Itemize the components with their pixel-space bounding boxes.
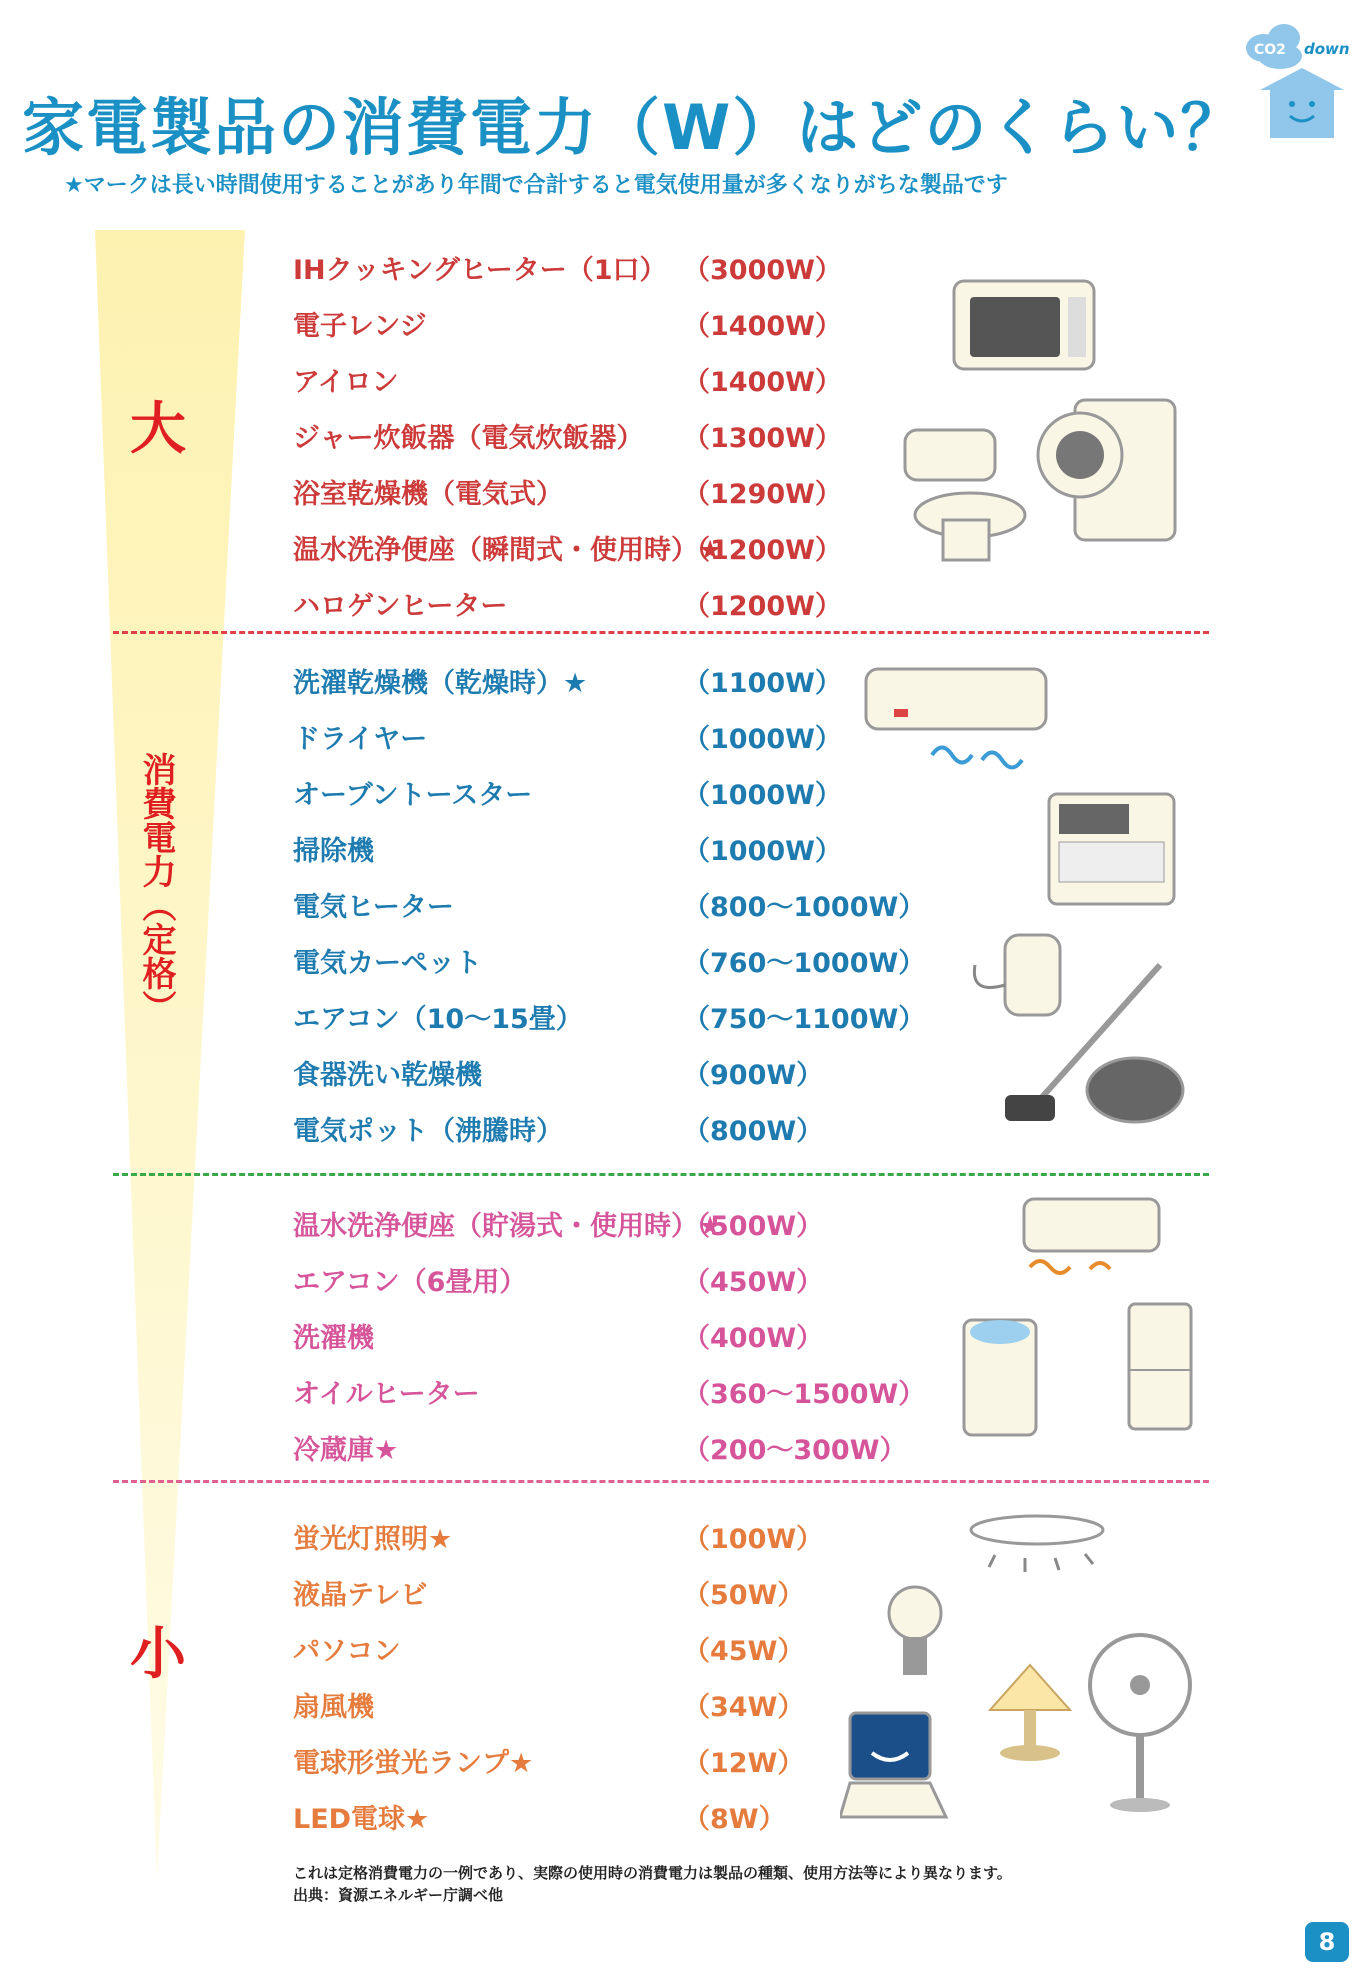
appliance-name: 電気ヒーター xyxy=(293,892,454,923)
appliance-watt: （450W） xyxy=(683,1267,824,1298)
appliance-watt: （500W） xyxy=(683,1211,824,1242)
appliance-watt: （1400W） xyxy=(683,367,842,398)
appliance-watt: （400W） xyxy=(683,1323,824,1354)
appliance-name: パソコン xyxy=(293,1636,401,1667)
appliance-name: 掃除機 xyxy=(293,836,374,867)
appliance-watt: （360～1500W） xyxy=(683,1379,926,1410)
appliance-name: 液晶テレビ xyxy=(293,1580,428,1611)
microwave-icon xyxy=(950,275,1100,375)
light-bulb-icon xyxy=(855,1555,975,1685)
appliance-name: エアコン（10～15畳） xyxy=(293,1004,583,1035)
appliance-name: 扇風機 xyxy=(293,1692,374,1723)
page-subtitle: ★マークは長い時間使用することがあり年間で合計すると電気使用量が多くなりがちな製品です xyxy=(64,173,1008,198)
appliance-watt: （12W） xyxy=(683,1748,805,1779)
washing-machine-icon xyxy=(960,1310,1040,1440)
appliance-watt: （800～1000W） xyxy=(683,892,926,923)
ceiling-light-icon xyxy=(965,1510,1110,1580)
appliance-watt: （750～1100W） xyxy=(683,1004,926,1035)
appliance-name: ハロゲンヒーター xyxy=(293,591,508,622)
drum-washer-icon xyxy=(1030,395,1180,545)
divider-mid xyxy=(113,1173,1209,1176)
appliance-name: 洗濯機 xyxy=(293,1323,374,1354)
appliance-name: IHクッキングヒーター（1口） xyxy=(293,255,667,286)
scale-label-large: 大 xyxy=(130,397,186,462)
appliance-name: 温水洗浄便座（瞬間式・使用時）★ xyxy=(293,535,723,566)
svg-text:CO2: CO2 xyxy=(1254,42,1286,58)
appliance-watt: （3000W） xyxy=(683,255,842,286)
svg-text:down: down xyxy=(1304,40,1350,58)
appliance-watt: （200～300W） xyxy=(683,1435,907,1466)
appliance-name: ジャー炊飯器（電気炊飯器） xyxy=(293,423,644,454)
scale-label-small: 小 xyxy=(130,1622,186,1687)
appliance-name: 電球形蛍光ランプ★ xyxy=(293,1748,534,1779)
appliance-watt: （1000W） xyxy=(683,780,842,811)
co2-down-logo xyxy=(1240,20,1358,148)
appliance-name: 洗濯乾燥機（乾燥時）★ xyxy=(293,668,588,699)
appliance-name: 電気カーペット xyxy=(293,948,482,979)
appliance-watt: （34W） xyxy=(683,1692,805,1723)
toilet-icon xyxy=(895,410,1035,570)
appliance-name: オーブントースター xyxy=(293,780,533,811)
page-number: 8 xyxy=(1305,1922,1349,1962)
divider-high xyxy=(113,631,1209,634)
appliance-name: 電気ポット（沸騰時） xyxy=(293,1116,563,1147)
appliance-name: アイロン xyxy=(293,367,399,398)
appliance-name: 温水洗浄便座（貯湯式・使用時）★ xyxy=(293,1211,723,1242)
appliance-watt: （1000W） xyxy=(683,836,842,867)
appliance-watt: （760～1000W） xyxy=(683,948,926,979)
air-conditioner-small-icon xyxy=(1020,1195,1165,1275)
appliance-name: 食器洗い乾燥機 xyxy=(293,1060,482,1091)
refrigerator-icon xyxy=(1125,1300,1195,1435)
scale-label-rated-power: 消費電力（定格） xyxy=(136,752,176,1024)
footnote-source: 出典：資源エネルギー庁調べ他 xyxy=(293,1886,504,1904)
appliance-watt: （45W） xyxy=(683,1636,805,1667)
electric-fan-icon xyxy=(1085,1630,1195,1815)
footnote-disclaimer: これは定格消費電力の一例であり、実際の使用時の消費電力は製品の種類、使用方法等により異なります。 xyxy=(293,1864,1012,1882)
appliance-name: 浴室乾燥機（電気式） xyxy=(293,479,563,510)
appliance-watt: （1300W） xyxy=(683,423,842,454)
appliance-name: 蛍光灯照明★ xyxy=(293,1524,453,1555)
appliance-name: LED電球★ xyxy=(293,1804,430,1835)
table-lamp-icon xyxy=(980,1655,1080,1765)
appliance-watt: （800W） xyxy=(683,1116,824,1147)
appliance-watt: （1100W） xyxy=(683,668,842,699)
appliance-watt: （1200W） xyxy=(683,535,842,566)
vacuum-cleaner-icon xyxy=(995,955,1185,1135)
appliance-name: ドライヤー xyxy=(293,724,428,755)
dishwasher-icon xyxy=(1045,790,1180,910)
appliance-watt: （1000W） xyxy=(683,724,842,755)
appliance-watt: （1400W） xyxy=(683,311,842,342)
house-icon xyxy=(1260,68,1344,138)
appliance-name: 電子レンジ xyxy=(293,311,427,342)
appliance-name: エアコン（6畳用） xyxy=(293,1267,527,1298)
appliance-name: 冷蔵庫★ xyxy=(293,1435,399,1466)
appliance-watt: （1200W） xyxy=(683,591,842,622)
appliance-watt: （1290W） xyxy=(683,479,842,510)
divider-low xyxy=(113,1480,1209,1483)
appliance-name: オイルヒーター xyxy=(293,1379,480,1410)
laptop-icon xyxy=(840,1705,950,1825)
appliance-watt: （100W） xyxy=(683,1524,824,1555)
appliance-watt: （50W） xyxy=(683,1580,805,1611)
page-title: 家電製品の消費電力（W）はどのくらい？ xyxy=(22,91,1245,164)
appliance-watt: （900W） xyxy=(683,1060,824,1091)
air-conditioner-icon xyxy=(862,665,1052,795)
appliance-watt: （8W） xyxy=(683,1804,786,1835)
